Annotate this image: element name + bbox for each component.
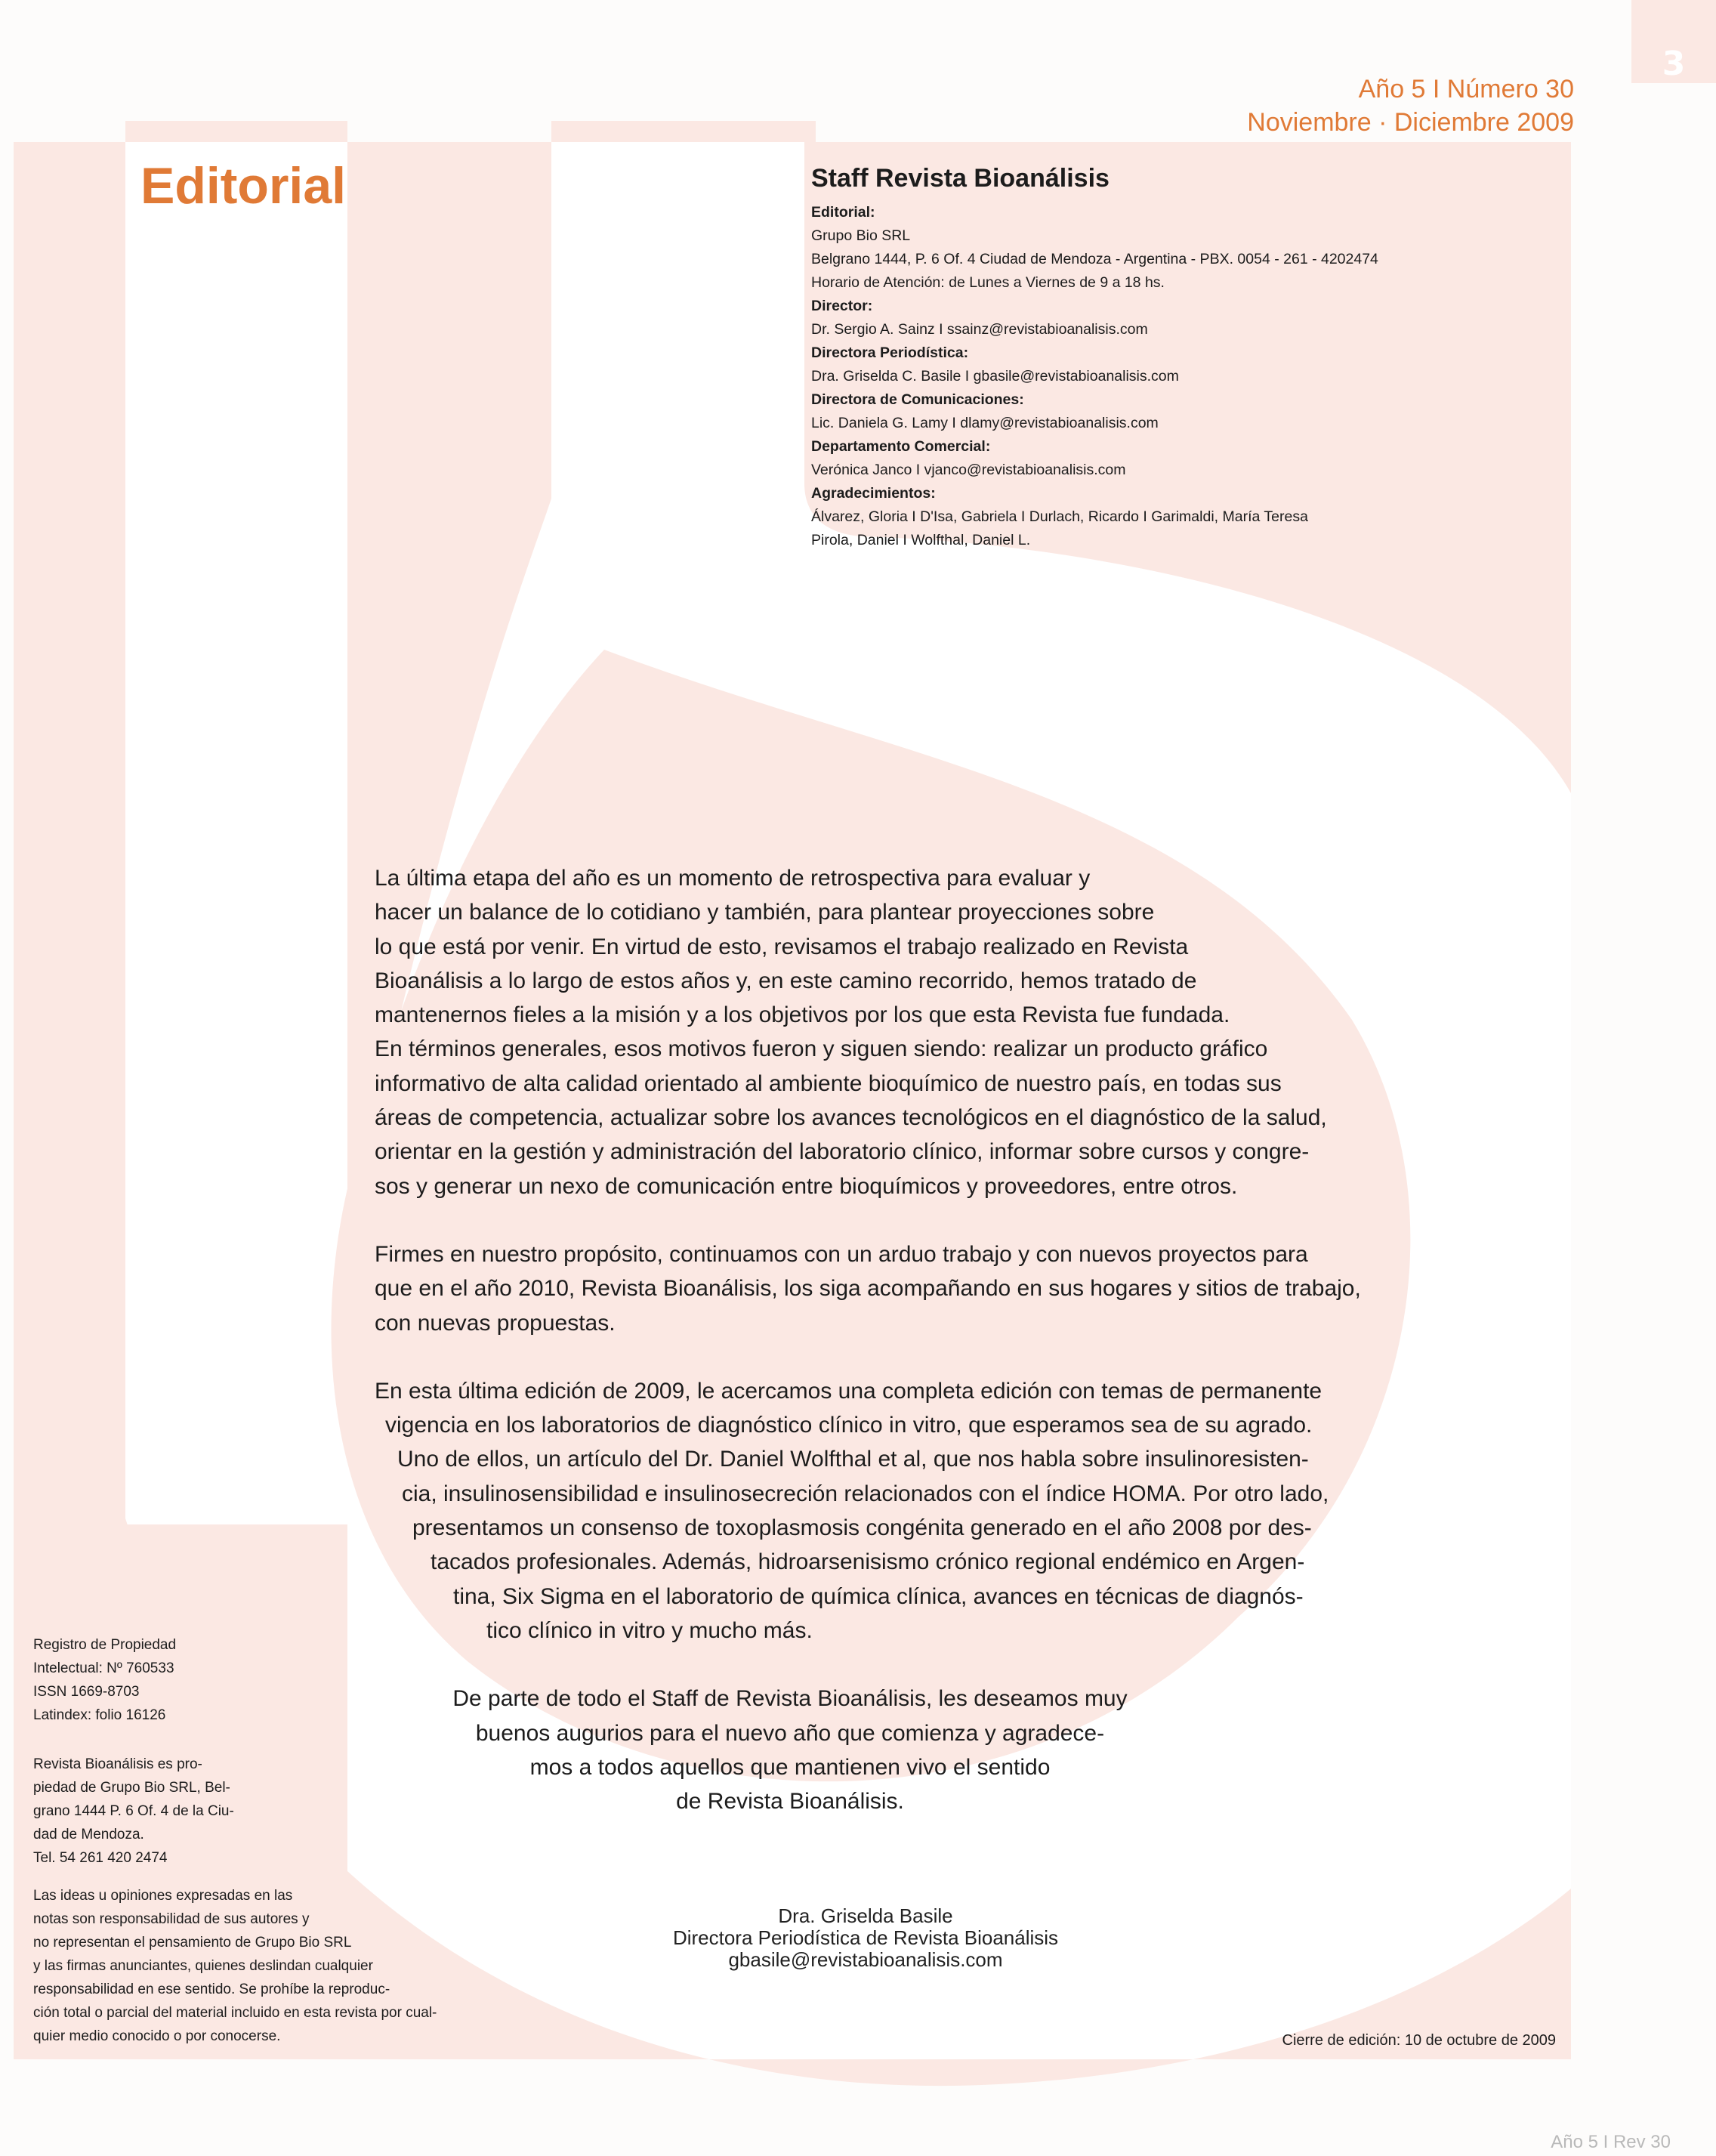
staff-label: Agradecimientos: — [811, 485, 936, 502]
staff-label: Directora Periodística: — [811, 344, 969, 361]
legal-line: grano 1444 P. 6 Of. 4 de la Ciu- — [33, 1803, 234, 1819]
staff-label: Editorial: — [811, 204, 875, 221]
editorial-paragraph-1 — [375, 861, 1387, 1203]
legal-line: Revista Bioanálisis es pro- — [33, 1756, 202, 1772]
text-line: En esta última edición de 2009, le acercamos una completa edición con temas de permanente — [375, 1378, 1322, 1404]
staff-label: Director: — [811, 298, 873, 314]
legal-line: ISSN 1669-8703 — [33, 1684, 140, 1700]
text-line: lo que está por venir. En virtud de esto, revisamos el trabajo realizado en Revista — [375, 934, 1189, 959]
staff-value: Dr. Sergio A. Sainz I ssainz@revistabioanalisis.com — [811, 321, 1148, 338]
staff-value: Grupo Bio SRL — [811, 227, 911, 244]
text-line: Bioanálisis a lo largo de estos años y, en este camino recorrido, hemos tratado de — [375, 968, 1197, 993]
text-line: presentamos un consenso de toxoplasmosis congénita generado en el año 2008 por des- — [412, 1515, 1312, 1541]
legal-line: Intelectual: Nº 760533 — [33, 1660, 174, 1676]
text-line: mos a todos aquellos que mantienen vivo el sentido — [529, 1754, 1051, 1780]
legal-line: Registro de Propiedad — [33, 1637, 177, 1653]
page-number-tab: 3 — [1631, 0, 1716, 83]
legal-ownership — [33, 1753, 562, 1870]
legal-registry — [33, 1633, 562, 1727]
editorial-paragraph-3 — [375, 1374, 1387, 1648]
staff-value: Dra. Griselda C. Basile I gbasile@revistabioanalisis.com — [811, 368, 1179, 385]
text-line: tacados profesionales. Además, hidroarsenisismo crónico regional endémico en Argen- — [431, 1549, 1305, 1575]
pink-panel-top-strip-left — [125, 121, 347, 144]
text-line: De parte de todo el Staff de Revista Bioanálisis, les deseamos muy — [452, 1686, 1128, 1712]
b-stem — [125, 142, 347, 1524]
staff-value: Horario de Atención: de Lunes a Viernes de 9 a 18 hs. — [811, 274, 1165, 291]
text-line: Uno de ellos, un artículo del Dr. Daniel Wolfthal et al, que nos habla sobre insulinoresisten- — [397, 1447, 1309, 1472]
legal-line: piedad de Grupo Bio SRL, Bel- — [33, 1780, 230, 1796]
text-line: tina, Six Sigma en el laboratorio de química clínica, avances en técnicas de diagnós- — [453, 1583, 1304, 1609]
text-line: vigencia en los laboratorios de diagnóstico clínico in vitro, que esperamos sea de su agrado. — [385, 1413, 1313, 1438]
text-line: cia, insulinosensibilidad e insulinosecreción relacionados con el índice HOMA. Por otro lado, — [402, 1481, 1329, 1506]
staff-title: Staff Revista Bioanálisis — [811, 164, 1110, 193]
staff-box — [811, 157, 1461, 552]
issue-date: Noviembre · Diciembre 2009 — [1247, 108, 1574, 137]
text-line: La última etapa del año es un momento de retrospectiva para evaluar y — [375, 866, 1091, 891]
legal-line: Latindex: folio 16126 — [33, 1707, 166, 1723]
footer-issue-ref: Año 5 I Rev 30 — [1551, 2132, 1671, 2152]
text-line: mantenernos fieles a la misión y a los objetivos por los que esta Revista fue fundada. — [375, 1002, 1230, 1028]
legal-line: notas son responsabilidad de sus autores y — [33, 1911, 310, 1927]
signature-name: Dra. Griselda Basile — [778, 1904, 953, 1927]
text-line: buenos augurios para el nuevo año que comienza y agradece- — [475, 1720, 1105, 1746]
staff-value: Pirola, Daniel I Wolfthal, Daniel L. — [811, 532, 1031, 548]
legal-line: Las ideas u opiniones expresadas en las — [33, 1888, 293, 1904]
text-line: con nuevas propuestas. — [375, 1310, 616, 1336]
staff-label: Departamento Comercial: — [811, 438, 991, 455]
staff-value: Lic. Daniela G. Lamy I dlamy@revistabioanalisis.com — [811, 415, 1159, 431]
issue-info — [1247, 73, 1574, 139]
signature-role: Directora Periodística de Revista Bioanálisis — [672, 1926, 1059, 1949]
legal-line: no representan el pensamiento de Grupo Bio SRL — [33, 1935, 352, 1951]
text-line: En términos generales, esos motivos fueron y siguen siendo: realizar un producto gráfico — [375, 1036, 1268, 1062]
staff-list — [811, 201, 1461, 552]
section-title: Editorial — [140, 157, 347, 215]
signature-email: gbasile@revistabioanalisis.com — [728, 1948, 1003, 1971]
staff-value: Verónica Janco I vjanco@revistabioanalisis.com — [811, 462, 1126, 478]
text-line: de Revista Bioanálisis. — [676, 1789, 904, 1815]
text-line: áreas de competencia, actualizar sobre los avances tecnológicos en el diagnóstico de la salud, — [375, 1105, 1327, 1131]
editorial-paragraph-2 — [375, 1237, 1387, 1340]
legal-line: dad de Mendoza. — [33, 1827, 144, 1842]
text-line: orientar en la gestión y administración del laboratorio clínico, informar sobre cursos y congre- — [375, 1139, 1310, 1165]
staff-value: Belgrano 1444, P. 6 Of. 4 Ciudad de Mendoza - Argentina - PBX. 0054 - 261 - 4202474 — [811, 251, 1378, 267]
closing-date-note: Cierre de edición: 10 de octubre de 2009 — [1282, 2032, 1556, 2049]
legal-line: y las firmas anunciantes, quienes deslindan cualquier — [33, 1958, 373, 1974]
legal-line: responsabilidad en ese sentido. Se prohíbe la reproduc- — [33, 1981, 390, 1997]
legal-line: Tel. 54 261 420 2474 — [33, 1850, 168, 1866]
text-line: informativo de alta calidad orientado al ambiente bioquímico de nuestro país, en todas sus — [375, 1070, 1282, 1096]
pink-panel-top-strip-right — [551, 121, 816, 144]
text-line: que en el año 2010, Revista Bioanálisis, los siga acompañando en sus hogares y sitios de trabajo, — [375, 1276, 1361, 1302]
text-line: sos y generar un nexo de comunicación entre bioquímicos y proveedores, entre otros. — [375, 1173, 1238, 1199]
text-line: hacer un balance de lo cotidiano y también, para plantear proyecciones sobre — [375, 900, 1155, 925]
text-line: Firmes en nuestro propósito, continuamos con un arduo trabajo y con nuevos proyectos para — [375, 1241, 1308, 1267]
issue-number: Año 5 I Número 30 — [1358, 75, 1574, 103]
text-line: tico clínico in vitro y mucho más. — [486, 1617, 813, 1643]
signature-block — [639, 1905, 1092, 1971]
legal-disclaimer — [33, 1884, 562, 2048]
staff-value: Álvarez, Gloria I D'Isa, Gabriela I Durlach, Ricardo I Garimaldi, María Teresa — [811, 508, 1308, 525]
staff-label: Directora de Comunicaciones: — [811, 391, 1024, 408]
legal-line: quier medio conocido o por conocerse. — [33, 2028, 281, 2044]
legal-line: ción total o parcial del material incluido en esta revista por cual- — [33, 2005, 437, 2021]
